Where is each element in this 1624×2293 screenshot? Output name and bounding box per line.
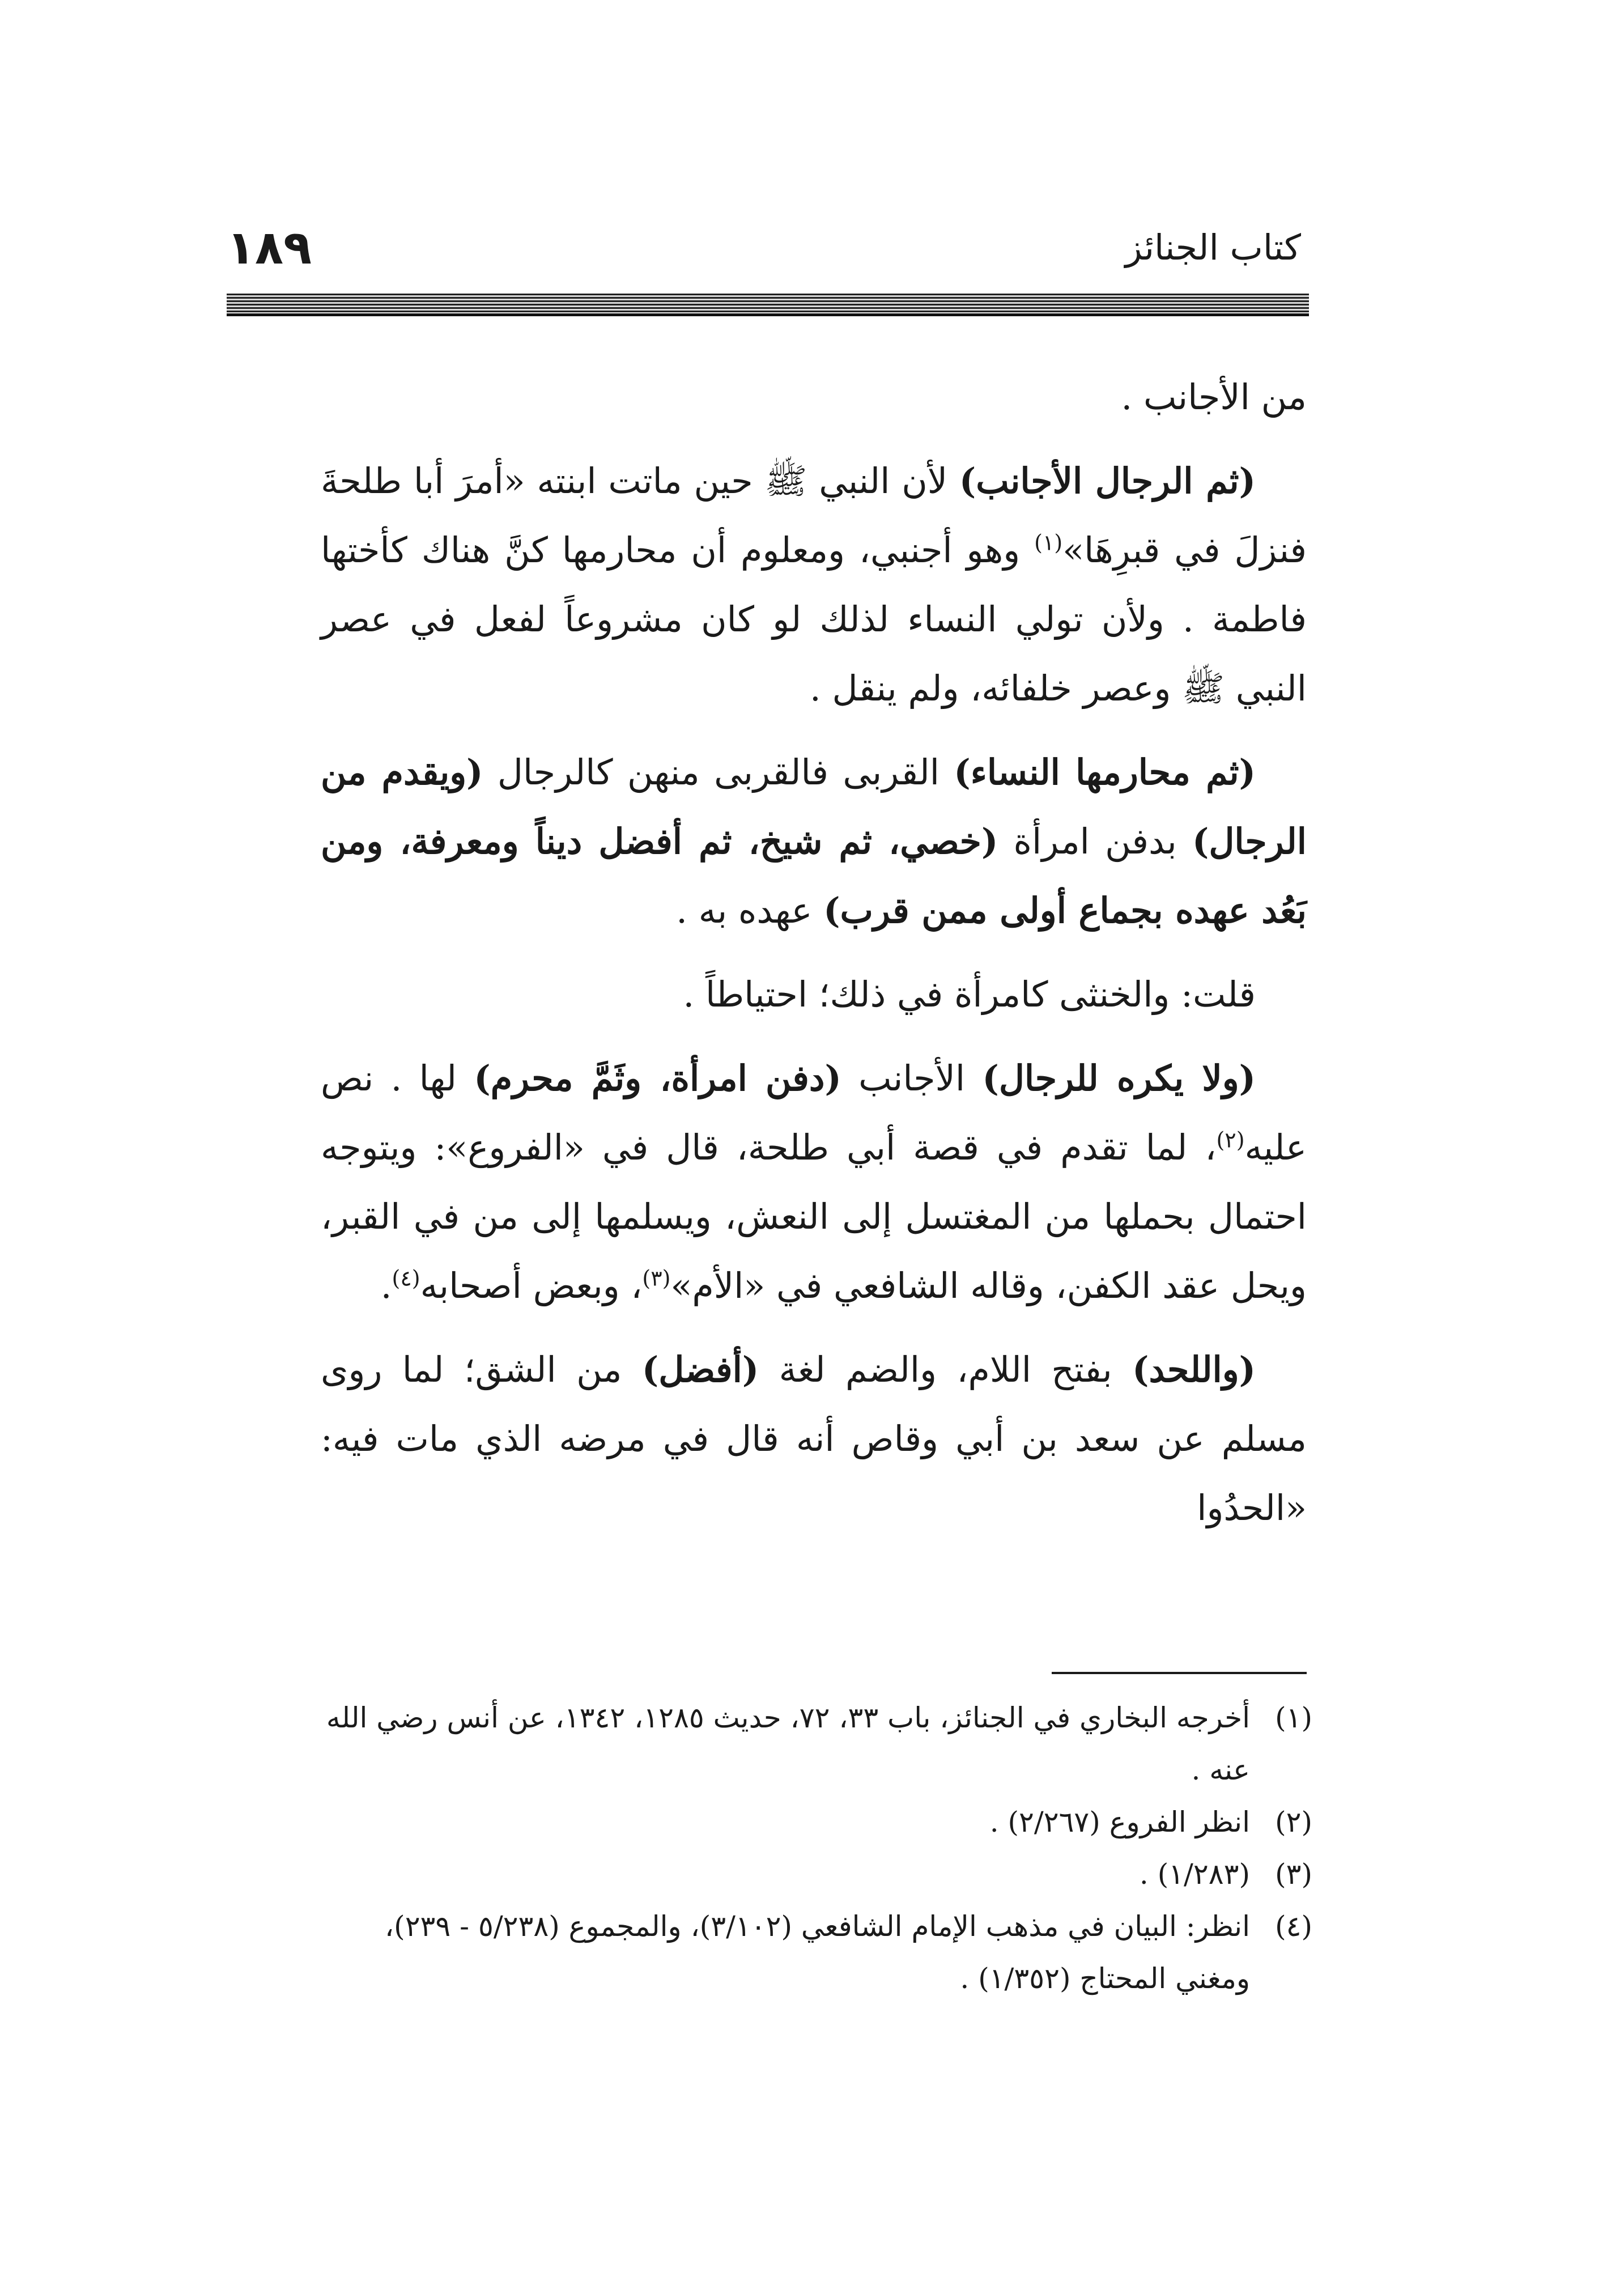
text-span: بدفن امرأة (998, 821, 1193, 862)
bold-phrase: (ويقدم من الرجال) (321, 751, 1307, 862)
footnote-ref: (١) (1034, 530, 1063, 555)
text-span: من الشق؛ لما روى مسلم عن سعد بن أبي وقاص أنه قال في مرضه الذي مات فيه: «الحدُوا (321, 1349, 1307, 1528)
paragraph-3 (321, 738, 1307, 945)
footnotes (315, 1692, 1312, 2005)
text-span: ، لما تقدم في قصة أبي طلحة، قال في «الفروع»: ويتوجه احتمال بحملها من المغتسل إلى النعش، ويسلمها إلى من في القبر، ويحل عقد الكفن، وقاله الشافعي في «الأم» (321, 1127, 1307, 1306)
footnote-text: انظر: البيان في مذهب الإمام الشافعي (٣/١٠٢)، والمجموع (٥/٢٣٨ - ٢٣٩)، ومغني المحتاج (١/٣٥٢) . (385, 1910, 1250, 1995)
text-span: ، وبعض أصحابه (420, 1265, 643, 1306)
footnote-number: (١) (1275, 1701, 1312, 1734)
footnote-1 (315, 1692, 1312, 1796)
footnote-4 (315, 1900, 1312, 2005)
bold-phrase: (خصي، ثم شيخ، ثم أفضل ديناً ومعرفة، ومن بَعُد عهده بجماع أولى ممن قرب) (321, 821, 1307, 931)
footnote-separator (1052, 1672, 1307, 1674)
text-span: . (380, 1265, 392, 1306)
paragraph-1: من الأجانب . (1121, 376, 1307, 418)
footnote-text: انظر الفروع (٢/٢٦٧) . (989, 1806, 1250, 1838)
footnote-number: (٢) (1275, 1806, 1312, 1838)
footnote-3 (315, 1848, 1312, 1900)
running-title: كتاب الجنائز (1125, 227, 1301, 268)
footnote-text: أخرجه البخاري في الجنائز، باب ٣٣، ٧٢، حديث ١٢٨٥، ١٣٤٢، عن أنس رضي الله عنه . (326, 1701, 1250, 1786)
footnote-number: (٤) (1275, 1910, 1312, 1943)
bold-heading: (واللحد) (1132, 1349, 1256, 1390)
bold-phrase: (أفضل) (641, 1349, 759, 1390)
paragraph-4: قلت: والخنثى كامرأة في ذلك؛ احتياطاً . (683, 974, 1256, 1015)
text-span: عهده به . (676, 890, 824, 931)
main-text (321, 363, 1307, 1557)
text-span: لها . نص عليه (321, 1058, 1307, 1168)
text-span: القربى فالقربى منهن كالرجال (483, 751, 954, 793)
bold-phrase: (دفن امرأة، وثَمَّ محرم) (474, 1058, 841, 1099)
footnote-ref: (٣) (642, 1266, 671, 1291)
footnote-ref: (٢) (1216, 1127, 1245, 1153)
paragraph-2 (321, 447, 1307, 723)
footnote-2 (315, 1796, 1312, 1848)
footnote-text: (١/٢٨٣) . (1139, 1858, 1250, 1891)
text-span: لأن النبي ﷺ حين ماتت ابنته «أمرَ أبا طلحةَ فنزلَ في قبرِهَا» (321, 460, 1307, 571)
bold-heading: (ثم محارمها النساء) (954, 751, 1256, 793)
bold-heading: (ثم الرجال الأجانب) (959, 460, 1256, 502)
footnote-ref: (٤) (392, 1266, 420, 1291)
text-span: وهو أجنبي، ومعلوم أن محارمها كنَّ هناك كأختها فاطمة . ولأن تولي النساء لذلك لو كان مشروعاً لفعل في عصر النبي ﷺ وعصر خلفائه، ولم ينقل . (321, 529, 1307, 709)
text-span: بفتح اللام، والضم لغة (759, 1349, 1133, 1390)
footnote-number: (٣) (1275, 1858, 1312, 1891)
page-number: ١٨٩ (227, 221, 312, 275)
text-span: الأجانب (841, 1058, 983, 1099)
bold-heading: (ولا يكره للرجال) (982, 1058, 1256, 1099)
paragraph-5 (321, 1044, 1307, 1320)
paragraph-6 (321, 1335, 1307, 1543)
header-rule (227, 294, 1309, 313)
